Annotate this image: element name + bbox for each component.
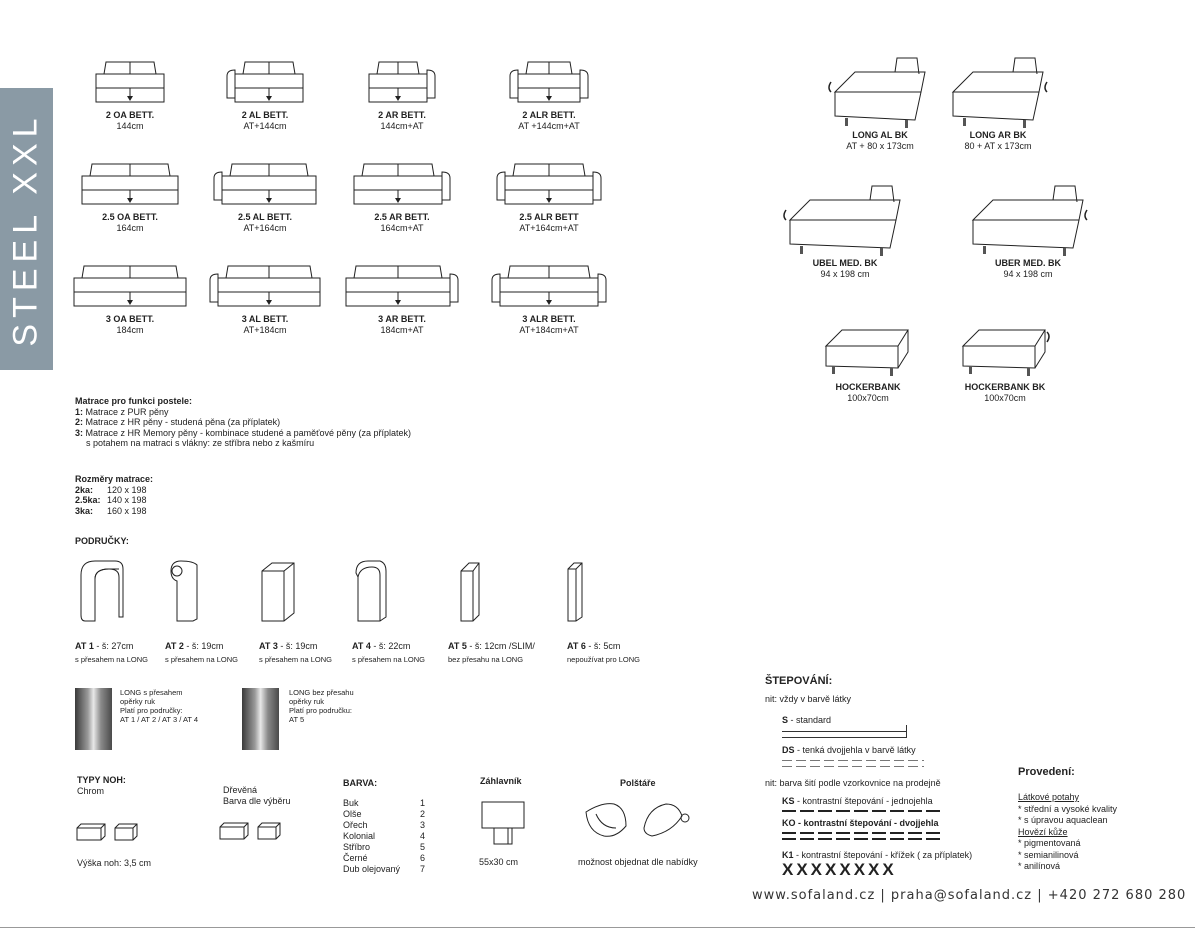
stitch-ks-label: KS - kontrastní štepování - jednojehla <box>782 796 933 806</box>
finish-list: Látkové potahy * střední a vysoké kvality * s úpravou aquaclean Hovězí kůže * pigmentovaná * semianilinová * anilínová <box>1018 792 1118 871</box>
sofa-dim: AT+164cm+AT <box>519 223 579 233</box>
sofa-dim: 164cm <box>116 223 144 233</box>
cushions-title: Polštáře <box>620 778 656 788</box>
module-name: UBEL MED. BK <box>812 258 878 268</box>
module-icon <box>957 322 1053 382</box>
sofa-icon <box>488 262 610 314</box>
module-icon <box>943 52 1053 130</box>
sofa-name: 2.5 ALR BETT <box>519 212 579 222</box>
stitch-s-edge <box>906 725 907 737</box>
armrest-at2-icon <box>163 555 203 625</box>
armrest-at6-icon <box>562 559 588 625</box>
cushion-icon <box>582 798 692 842</box>
mattress-line-2: 2: Matrace z HR pěny - studená pěna (za příplatek) <box>75 417 281 427</box>
stitch-ds-line <box>782 760 924 761</box>
module-item <box>963 180 1093 280</box>
armrest-at5-icon <box>455 559 485 625</box>
stitch-s-line <box>782 731 907 732</box>
sofa-dim: 184cm <box>116 325 144 335</box>
sofa-name: 2 ALR BETT. <box>522 110 576 120</box>
sofa-dim: 144cm+AT <box>380 121 424 131</box>
legs-chrome: Chrom <box>77 785 105 796</box>
color-row: Stříbro 5 <box>343 842 426 852</box>
module-name: HOCKERBANK BK <box>964 382 1046 392</box>
footer-contact: www.sofaland.cz | praha@sofaland.cz | +420 272 680 280 <box>752 888 1187 903</box>
long-no-overhang-photo <box>242 688 279 750</box>
sofa-item <box>488 262 610 336</box>
stitch-k1-crosses: XXXXXXXX <box>782 860 897 879</box>
stitch-ks-line <box>782 810 942 812</box>
sofa-icon <box>70 262 190 314</box>
sofa-icon <box>342 262 462 314</box>
sofa-item <box>92 58 168 132</box>
module-dim: 100x70cm <box>847 393 889 403</box>
module-icon <box>825 52 935 130</box>
colors-list <box>343 798 425 875</box>
sofa-icon <box>493 160 605 212</box>
module-item <box>957 322 1053 404</box>
sofa-item <box>493 160 605 234</box>
sofa-item <box>210 160 320 234</box>
sofa-item <box>350 160 454 234</box>
stitching-nit1: nit: vždy v barvě látky <box>765 694 852 704</box>
sofa-item <box>342 262 462 336</box>
armrest-at2-label: AT 2 - š: 19cm <box>165 641 224 651</box>
color-row: Dub olejovaný 7 <box>343 864 426 874</box>
mattress-sizes <box>75 474 153 516</box>
sofa-item <box>206 262 324 336</box>
armrest-at5-label: AT 5 - š: 12cm /SLIM/ <box>448 641 535 651</box>
headrest-icon <box>478 798 528 848</box>
mattress-title: Matrace pro funkci postele: <box>75 396 193 406</box>
footer-divider <box>0 927 1195 928</box>
sofa-dim: 144cm <box>116 121 144 131</box>
armrest-at1-label: AT 1 - š: 27cm <box>75 641 134 651</box>
color-row: Buk 1 <box>343 798 426 808</box>
stitch-ko-label: KO - kontrastní štepování - dvojjehla <box>782 818 939 828</box>
module-name: LONG AL BK <box>852 130 908 140</box>
color-row: Ořech 3 <box>343 820 426 830</box>
sofa-name: 2.5 AL BETT. <box>237 212 292 222</box>
mattress-line-3: 3: Matrace z HR Memory pěny - kombinace studené a paměťové pěny (za příplatek) <box>75 427 412 438</box>
sofa-icon <box>365 58 439 110</box>
armrest-at1-note: s přesahem na LONG <box>75 655 148 664</box>
armrest-at3-label: AT 3 - š: 19cm <box>259 641 318 651</box>
sofa-name: 3 ALR BETT. <box>522 314 576 324</box>
module-item <box>780 180 910 280</box>
finish-title: Provedení: <box>1018 766 1075 778</box>
armrest-at5-note: bez přesahu na LONG <box>448 655 524 664</box>
sofa-name: 3 OA BETT. <box>105 314 155 324</box>
module-dim: 94 x 198 cm <box>820 269 870 279</box>
mattress-line-1: 1: Matrace z PUR pěny <box>75 406 169 417</box>
stitch-ds-label: DS - tenká dvojjehla v barvě látky <box>782 745 916 755</box>
colors-title: BARVA: <box>343 778 378 788</box>
sofa-name: 2.5 OA BETT. <box>102 212 158 222</box>
sofa-icon <box>92 58 168 110</box>
size-row: 3ka: 160 x 198 <box>75 505 147 516</box>
legs-section <box>77 775 126 796</box>
armrest-at2-note: s přesahem na LONG <box>165 655 238 664</box>
module-name: HOCKERBANK <box>835 382 901 392</box>
brand-title: STEEL XXL <box>7 111 46 347</box>
sofa-icon <box>78 160 182 212</box>
module-dim: AT + 80 x 173cm <box>846 141 914 151</box>
sofa-icon <box>206 262 324 314</box>
headrest-title: Záhlavník <box>480 776 522 786</box>
cushions-note: možnost objednat dle nabídky <box>578 857 698 867</box>
module-icon <box>780 180 910 258</box>
sofa-name: 3 AL BETT. <box>241 314 289 324</box>
sofa-icon <box>223 58 307 110</box>
armrest-at6-note: nepoužívat pro LONG <box>567 655 640 664</box>
color-row: Kolonial 4 <box>343 831 426 841</box>
headrest-dim: 55x30 cm <box>479 857 519 867</box>
module-name: UBER MED. BK <box>994 258 1061 268</box>
stitching-title: ŠTEPOVÁNÍ: <box>765 675 833 687</box>
stitching-nit2: nit: barva šití podle vzorkovnice na prodejně <box>765 778 941 788</box>
wood-leg-icon <box>218 819 284 841</box>
chrome-leg-icon <box>75 820 141 842</box>
mattress-info <box>75 396 411 449</box>
stitch-ko-line <box>782 838 942 840</box>
mattress-extra: s potahem na matraci s vlákny: ze stříbra nebo z kašmíru <box>86 438 315 448</box>
long-overhang-photo <box>75 688 112 750</box>
module-dim: 94 x 198 cm <box>1003 269 1053 279</box>
sofa-dim: 184cm+AT <box>380 325 424 335</box>
size-row: 2.5ka: 140 x 198 <box>75 495 147 505</box>
sofa-name: 2 AR BETT. <box>378 110 426 120</box>
sofa-dim: AT+184cm+AT <box>519 325 579 335</box>
module-name: LONG AR BK <box>969 130 1027 140</box>
sofa-item <box>506 58 592 132</box>
armrest-at1-icon <box>75 555 125 625</box>
armrest-at4-label: AT 4 - š: 22cm <box>352 641 411 651</box>
armrests-title: PODRUČKY: <box>75 536 129 546</box>
armrest-at3-icon <box>258 557 298 623</box>
armrest-at3-note: s přesahem na LONG <box>259 655 332 664</box>
stitch-s-label: S - standard <box>782 715 832 725</box>
long-no-overhang-note: LONG bez přesahu opěrky ruk Platí pro područku: AT 5 <box>289 688 354 724</box>
armrest-at4-note: s přesahem na LONG <box>352 655 425 664</box>
module-icon <box>963 180 1093 258</box>
color-row: Olše 2 <box>343 809 426 819</box>
color-row: Černé 6 <box>343 853 426 863</box>
sofa-dim: 164cm+AT <box>380 223 424 233</box>
legs-title: TYPY NOH: <box>77 775 126 785</box>
module-dim: 80 + AT x 173cm <box>964 141 1032 151</box>
stitch-ko-line <box>782 832 942 834</box>
stitch-k1-label: K1 - kontrastní štepování - křížek ( za příplatek) <box>782 850 973 860</box>
sofa-item <box>70 262 190 336</box>
stitch-s-line <box>782 737 907 738</box>
sofa-item <box>223 58 307 132</box>
sizes-title: Rozměry matrace: <box>75 474 154 484</box>
module-item <box>820 322 916 404</box>
armrest-at6-label: AT 6 - š: 5cm <box>567 641 621 651</box>
module-item <box>943 52 1053 152</box>
sofa-name: 3 AR BETT. <box>378 314 426 324</box>
sofa-item <box>365 58 439 132</box>
sofa-icon <box>350 160 454 212</box>
sofa-dim: AT +144cm+AT <box>518 121 580 131</box>
armrest-at4-icon <box>350 555 390 625</box>
module-dim: 100x70cm <box>984 393 1026 403</box>
sofa-dim: AT+164cm <box>243 223 287 233</box>
sofa-icon <box>506 58 592 110</box>
module-item <box>825 52 935 152</box>
finish-leather: Hovězí kůže <box>1018 826 1068 837</box>
sofa-name: 2 AL BETT. <box>241 110 289 120</box>
sofa-dim: AT+144cm <box>243 121 287 131</box>
finish-fabric: Látkové potahy <box>1018 792 1080 802</box>
long-overhang-note: LONG s přesahem opěrky ruk Platí pro područky: AT 1 / AT 2 / AT 3 / AT 4 <box>120 688 199 724</box>
sofa-icon <box>210 160 320 212</box>
sofa-name: 2 OA BETT. <box>105 110 155 120</box>
sofa-name: 2.5 AR BETT. <box>374 212 430 222</box>
module-icon <box>820 322 916 382</box>
sofa-item <box>78 160 182 234</box>
size-row: 2ka: 120 x 198 <box>75 484 147 495</box>
legs-wood: Dřevěná Barva dle výběru <box>223 785 291 806</box>
legs-height: Výška noh: 3,5 cm <box>77 858 152 868</box>
sofa-dim: AT+184cm <box>243 325 287 335</box>
stitch-ds-line <box>782 766 924 767</box>
